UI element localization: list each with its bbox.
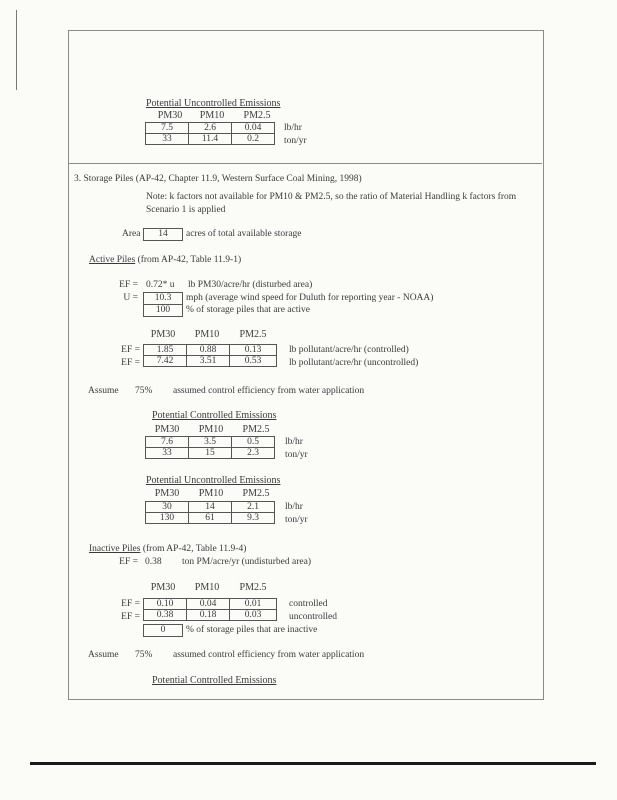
table-cell: 7.42 bbox=[144, 356, 187, 367]
u-value: 10.3 bbox=[143, 292, 183, 305]
table-cell: 30 bbox=[146, 502, 189, 513]
ef-row-desc: controlled bbox=[289, 599, 328, 609]
inactive-pct-desc: % of storage piles that are inactive bbox=[186, 625, 318, 635]
active-ef-table bbox=[143, 344, 277, 367]
ef-header-pm10: PM10 bbox=[194, 329, 220, 340]
table-row bbox=[146, 513, 275, 524]
inactive-piles-source: (from AP-42, Table 11.9-4) bbox=[142, 544, 247, 554]
assume-desc: assumed control efficiency from water application bbox=[173, 386, 365, 396]
inactive-ef-value: 0.38 bbox=[145, 557, 162, 567]
unit-label: lb/hr bbox=[285, 502, 303, 512]
unit-label: ton/yr bbox=[285, 450, 308, 460]
table-cell: 11.4 bbox=[189, 134, 232, 145]
unit-label: lb/hr bbox=[285, 437, 303, 447]
inactive-header-pm25: PM2.5 bbox=[239, 582, 267, 593]
top-emissions-table bbox=[145, 122, 275, 145]
assume-value: 75% bbox=[135, 650, 153, 660]
active-piles-source: (from AP-42, Table 11.9-1) bbox=[137, 255, 242, 265]
left-margin-mark bbox=[16, 10, 17, 90]
ef-row-desc: uncontrolled bbox=[289, 612, 338, 622]
table-cell: 3.51 bbox=[187, 356, 230, 367]
unit-label: ton/yr bbox=[285, 515, 308, 525]
note-line-1: Note: k factors not available for PM10 & PM2.5, so the ratio of Material Handling k factors from bbox=[146, 192, 517, 202]
table-cell: 2.3 bbox=[232, 448, 275, 459]
table-cell: 130 bbox=[146, 513, 189, 524]
table-cell: 0.53 bbox=[230, 356, 277, 367]
top-table-title: Potential Uncontrolled Emissions bbox=[146, 98, 281, 109]
active-piles-title: Active Piles bbox=[89, 255, 136, 265]
top-header-pm30: PM30 bbox=[157, 110, 183, 121]
ef-row-label: EF = bbox=[121, 358, 140, 368]
unctrl-header-pm10: PM10 bbox=[198, 488, 224, 499]
assume-value: 75% bbox=[135, 386, 153, 396]
table-row bbox=[146, 448, 275, 459]
inactive-ef-table bbox=[143, 598, 277, 621]
table-cell: 7.5 bbox=[146, 123, 189, 134]
table-row bbox=[146, 502, 275, 513]
table-row bbox=[144, 356, 277, 367]
controlled-title: Potential Controlled Emissions bbox=[152, 410, 277, 421]
inactive-piles-title: Inactive Piles bbox=[89, 544, 141, 554]
ef-header-pm25: PM2.5 bbox=[239, 329, 267, 340]
uncontrolled-title: Potential Uncontrolled Emissions bbox=[146, 475, 281, 486]
section-heading: 3. Storage Piles (AP-42, Chapter 11.9, Western Surface Coal Mining, 1998) bbox=[74, 174, 362, 184]
inactive-controlled-title: Potential Controlled Emissions bbox=[152, 675, 277, 686]
assume-desc: assumed control efficiency from water application bbox=[173, 650, 365, 660]
table-cell: 3.5 bbox=[189, 437, 232, 448]
inactive-piles-heading bbox=[89, 544, 246, 555]
inactive-pct-value: 0 bbox=[143, 624, 183, 637]
table-cell: 1.85 bbox=[144, 345, 187, 356]
top-header-pm10: PM10 bbox=[199, 110, 225, 121]
bottom-rule bbox=[30, 762, 596, 765]
table-cell: 0.03 bbox=[230, 610, 277, 621]
u-label: U = bbox=[123, 293, 138, 303]
table-row bbox=[144, 610, 277, 621]
inactive-ef-desc: ton PM/acre/yr (undisturbed area) bbox=[182, 557, 311, 567]
active-piles-heading bbox=[89, 255, 241, 266]
inactive-ef-label: EF = bbox=[119, 557, 138, 567]
table-cell: 0.10 bbox=[144, 599, 187, 610]
table-cell: 15 bbox=[189, 448, 232, 459]
ctrl-header-pm10: PM10 bbox=[198, 424, 224, 435]
active-pct-value: 100 bbox=[143, 304, 183, 317]
unit-label: ton/yr bbox=[284, 136, 307, 146]
ef-header-pm30: PM30 bbox=[150, 329, 176, 340]
table-cell: 0.38 bbox=[144, 610, 187, 621]
unctrl-header-pm25: PM2.5 bbox=[242, 488, 270, 499]
assume-label: Assume bbox=[88, 650, 119, 660]
ef-row-desc: lb pollutant/acre/hr (controlled) bbox=[289, 345, 409, 355]
assume-label: Assume bbox=[88, 386, 119, 396]
active-controlled-table bbox=[145, 436, 275, 459]
table-row bbox=[146, 123, 275, 134]
unit-label: lb/hr bbox=[284, 123, 302, 133]
table-row bbox=[144, 599, 277, 610]
table-cell: 0.13 bbox=[230, 345, 277, 356]
ctrl-header-pm25: PM2.5 bbox=[242, 424, 270, 435]
table-cell: 7.6 bbox=[146, 437, 189, 448]
table-cell: 0.18 bbox=[187, 610, 230, 621]
inactive-header-pm10: PM10 bbox=[194, 582, 220, 593]
table-cell: 0.01 bbox=[230, 599, 277, 610]
ef-expression: 0.72* u bbox=[146, 280, 175, 290]
table-row bbox=[146, 437, 275, 448]
table-cell: 0.88 bbox=[187, 345, 230, 356]
ctrl-header-pm30: PM30 bbox=[154, 424, 180, 435]
active-uncontrolled-table bbox=[145, 501, 275, 524]
table-cell: 0.2 bbox=[232, 134, 275, 145]
ef-row-label: EF = bbox=[121, 345, 140, 355]
table-cell: 61 bbox=[189, 513, 232, 524]
table-cell: 0.5 bbox=[232, 437, 275, 448]
table-cell: 9.3 bbox=[232, 513, 275, 524]
table-row bbox=[144, 345, 277, 356]
area-value: 14 bbox=[143, 228, 183, 241]
table-cell: 14 bbox=[189, 502, 232, 513]
ef-row-desc: lb pollutant/acre/hr (uncontrolled) bbox=[289, 358, 419, 368]
active-pct-desc: % of storage piles that are active bbox=[186, 305, 310, 315]
inactive-header-pm30: PM30 bbox=[150, 582, 176, 593]
note-line-2: Scenario 1 is applied bbox=[146, 205, 226, 215]
top-header-pm25: PM2.5 bbox=[243, 110, 271, 121]
table-cell: 33 bbox=[146, 448, 189, 459]
section-divider bbox=[68, 163, 542, 164]
table-cell: 0.04 bbox=[232, 123, 275, 134]
area-desc: acres of total available storage bbox=[186, 229, 302, 239]
ef-label: EF = bbox=[119, 280, 138, 290]
table-cell: 0.04 bbox=[187, 599, 230, 610]
ef-row-label: EF = bbox=[121, 599, 140, 609]
table-cell: 2.1 bbox=[232, 502, 275, 513]
ef-row-label: EF = bbox=[121, 612, 140, 622]
u-desc: mph (average wind speed for Duluth for reporting year - NOAA) bbox=[186, 293, 434, 303]
area-label: Area bbox=[122, 229, 141, 239]
ef-desc: lb PM30/acre/hr (disturbed area) bbox=[188, 280, 313, 290]
table-cell: 33 bbox=[146, 134, 189, 145]
table-row bbox=[146, 134, 275, 145]
unctrl-header-pm30: PM30 bbox=[154, 488, 180, 499]
table-cell: 2.6 bbox=[189, 123, 232, 134]
